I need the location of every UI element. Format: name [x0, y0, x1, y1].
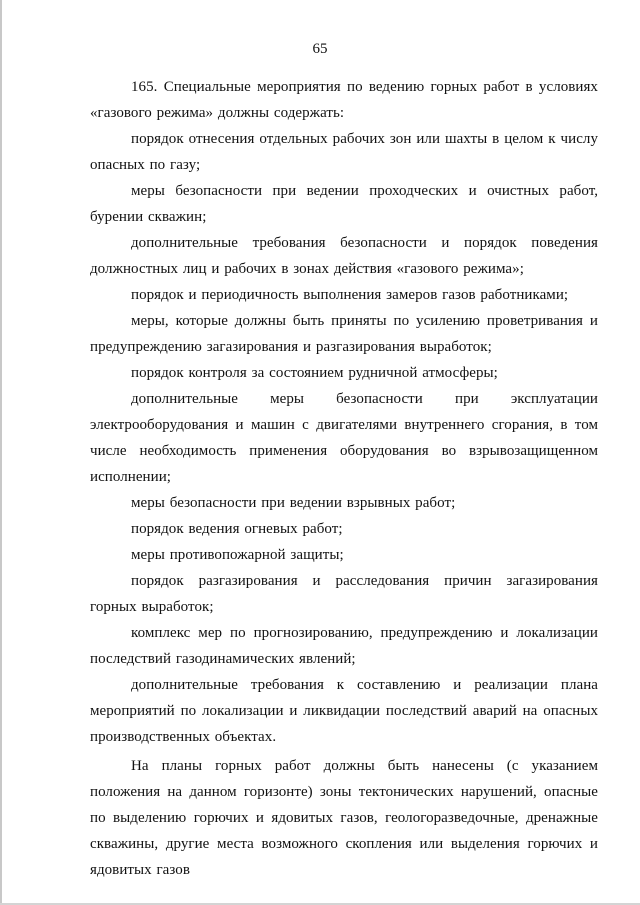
list-item-emergency-plan: дополнительные требования к составлению и реализации плана мероприятий по локализации и ликвидации последствий аварий на опасных производственных объектах. — [90, 677, 598, 745]
list-item-fire-protection: меры противопожарной защиты; — [131, 547, 344, 563]
list-item-gas-classification: порядок отнесения отдельных рабочих зон или шахты в целом к числу опасных по газу; — [90, 131, 598, 173]
list-item-atmosphere-control: порядок контроля за состоянием рудничной атмосферы; — [131, 365, 498, 381]
page-number: 65 — [312, 41, 328, 57]
list-item-degassing: порядок разгазирования и расследования причин загазирования горных выработок; — [90, 573, 598, 615]
list-item-electrical-equipment: дополнительные меры безопасности при эксплуатации электрооборудования и машин с двигателями внутреннего сгорания, в том числе необходимость применения оборудования во взрывозащищенном исполнении; — [90, 391, 598, 485]
list-item-hot-work: порядок ведения огневых работ; — [131, 521, 343, 537]
paragraph-165-intro: 165. Специальные мероприятия по ведению горных работ в условиях «газового режима» должны содержать: — [90, 79, 598, 121]
list-item-gas-dynamic-phenomena: комплекс мер по прогнозированию, предупреждению и локализации последствий газодинамических явлений; — [90, 625, 598, 667]
scan-left-edge — [0, 0, 2, 905]
list-item-gas-measurements: порядок и периодичность выполнения замеров газов работниками; — [131, 287, 569, 303]
paragraph-mining-plans: На планы горных работ должны быть нанесены (с указанием положения на данном горизонте) зоны тектонических нарушений, опасные по выделению горючих и ядовитых газов, геологоразведочные, дренажные скважины, другие места возможного скопления или выделения горючих и ядовитых газов — [90, 758, 598, 878]
list-item-additional-requirements: дополнительные требования безопасности и порядок поведения должностных лиц и рабочих в зонах действия «газового режима»; — [90, 235, 598, 277]
list-item-tunneling-safety: меры безопасности при ведении проходческих и очистных работ, бурении скважин; — [90, 183, 598, 225]
document-body — [90, 74, 598, 883]
list-item-ventilation: меры, которые должны быть приняты по усилению проветривания и предупреждению загазирования и разгазирования выработок; — [90, 313, 598, 355]
list-item-blasting-safety: меры безопасности при ведении взрывных работ; — [131, 495, 456, 511]
